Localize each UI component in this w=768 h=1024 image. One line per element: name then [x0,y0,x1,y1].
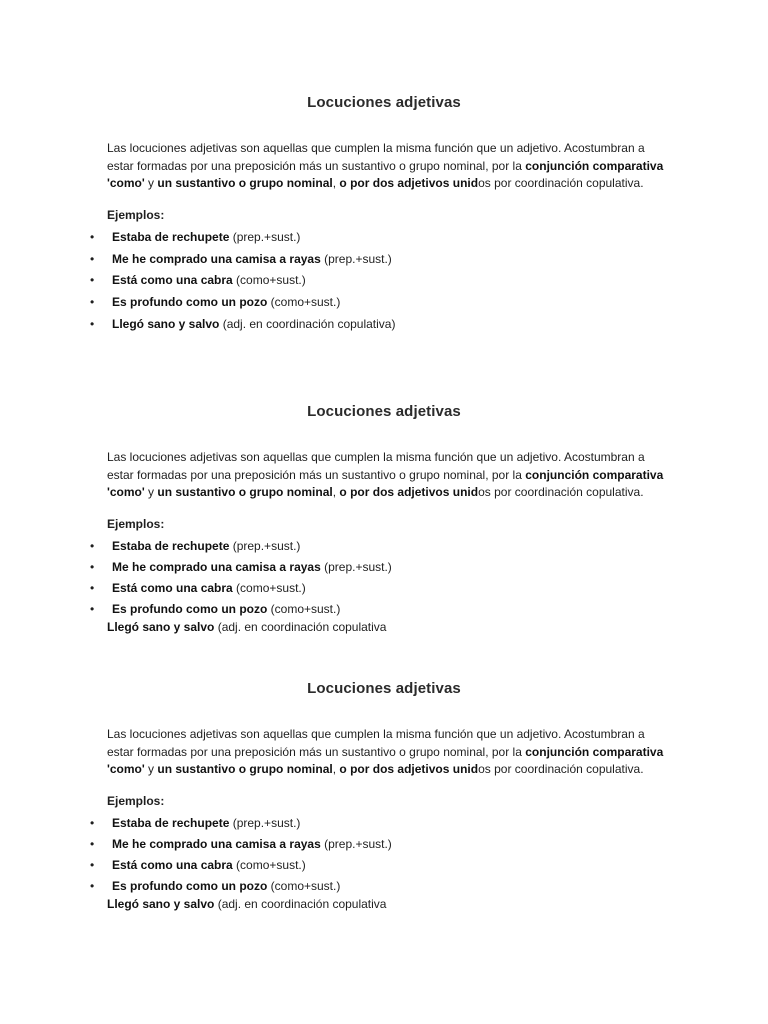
example-phrase: Está como una cabra [112,581,233,595]
example-phrase: Me he comprado una camisa a rayas [112,560,321,574]
intro-text: os por coordinación copulativa. [478,762,644,776]
example-note: (como+sust.) [267,602,341,616]
example-phrase: Es profundo como un pozo [112,602,268,616]
bullet-icon: • [90,560,95,574]
examples-label: Ejemplos: [107,208,165,222]
example-phrase: Es profundo como un pozo [112,295,268,309]
example-text [112,814,300,832]
example-note: (como+sust.) [232,858,306,872]
intro-text: Las locuciones adjetivas son aquellas que cumplen la misma función que un adjetivo. Acostumbran a estar formadas por una preposición más un sustantivo o grupo nominal, por la [107,450,645,482]
example-phrase: Llegó sano y salvo [107,897,215,911]
example-note: (prep.+sust.) [320,837,392,851]
intro-bold-text: un sustantivo o grupo nominal [157,485,333,499]
intro-text: , [332,485,340,499]
example-phrase: Está como una cabra [112,273,233,287]
list-item [0,856,768,874]
example-note: (prep.+sust.) [229,539,301,553]
intro-bold-text: un sustantivo o grupo nominal [157,176,333,190]
example-text [112,600,340,618]
intro-bold-text: o por dos adjetivos unid [339,176,479,190]
example-phrase: Me he comprado una camisa a rayas [112,837,321,851]
example-text [107,895,386,913]
example-text [112,537,300,555]
intro-text: y [144,176,158,190]
bullet-icon: • [90,837,95,851]
section-title: Locuciones adjetivas [307,94,461,111]
example-phrase: Estaba de rechupete [112,539,230,553]
list-item [0,618,768,636]
intro-bold-text: o por dos adjetivos unid [339,762,479,776]
section-title: Locuciones adjetivas [307,403,461,420]
list-item [0,558,768,576]
list-item [0,228,768,246]
example-phrase: Me he comprado una camisa a rayas [112,252,321,266]
examples-label: Ejemplos: [107,794,165,808]
example-text [112,271,306,289]
intro-bold-text: conjunción comparativa 'como' [107,158,664,190]
example-text [112,856,306,874]
list-item [0,814,768,832]
bullet-icon: • [90,252,95,266]
bullet-icon: • [90,602,95,616]
intro-text: os por coordinación copulativa. [478,176,644,190]
intro-paragraph [107,140,667,193]
examples-label: Ejemplos: [107,517,165,531]
list-item [0,895,768,913]
list-item [0,835,768,853]
list-item [0,315,768,333]
example-phrase: Llegó sano y salvo [107,620,215,634]
list-item [0,537,768,555]
example-note: (prep.+sust.) [229,230,301,244]
example-text [112,228,300,246]
example-text [112,250,392,268]
example-phrase: Estaba de rechupete [112,816,230,830]
bullet-icon: • [90,879,95,893]
example-note: (adj. en coordinación copulativa [214,620,387,634]
example-note: (prep.+sust.) [320,252,392,266]
intro-text: Las locuciones adjetivas son aquellas que cumplen la misma función que un adjetivo. Acostumbran a estar formadas por una preposición más un sustantivo o grupo nominal, por la [107,141,645,173]
section-title: Locuciones adjetivas [307,680,461,697]
example-text [112,293,340,311]
example-text [112,579,306,597]
bullet-icon: • [90,230,95,244]
example-phrase: Llegó sano y salvo [112,317,220,331]
example-note: (prep.+sust.) [229,816,301,830]
bullet-icon: • [90,273,95,287]
intro-text: os por coordinación copulativa. [478,485,644,499]
intro-text: y [144,762,158,776]
list-item [0,579,768,597]
list-item [0,271,768,289]
intro-bold-text: o por dos adjetivos unid [339,485,479,499]
intro-bold-text: un sustantivo o grupo nominal [157,762,333,776]
intro-text: , [332,176,340,190]
example-note: (como+sust.) [267,295,341,309]
intro-bold-text: conjunción comparativa 'como' [107,744,664,776]
intro-bold-text: conjunción comparativa 'como' [107,467,664,499]
bullet-icon: • [90,816,95,830]
example-text [112,558,392,576]
example-phrase: Estaba de rechupete [112,230,230,244]
intro-paragraph [107,449,667,502]
example-note: (como+sust.) [232,273,306,287]
intro-text: Las locuciones adjetivas son aquellas que cumplen la misma función que un adjetivo. Acostumbran a estar formadas por una preposición más un sustantivo o grupo nominal, por la [107,727,645,759]
example-text [112,315,395,333]
example-text [112,835,392,853]
list-item [0,293,768,311]
example-note: (adj. en coordinación copulativa [214,897,387,911]
example-phrase: Es profundo como un pozo [112,879,268,893]
intro-text: , [332,762,340,776]
example-text [107,618,386,636]
bullet-icon: • [90,858,95,872]
example-phrase: Está como una cabra [112,858,233,872]
list-item [0,877,768,895]
example-text [112,877,340,895]
example-note: (prep.+sust.) [320,560,392,574]
bullet-icon: • [90,539,95,553]
bullet-icon: • [90,295,95,309]
intro-text: y [144,485,158,499]
bullet-icon: • [90,317,95,331]
bullet-icon: • [90,581,95,595]
list-item [0,600,768,618]
example-note: (como+sust.) [267,879,341,893]
list-item [0,250,768,268]
example-note: (adj. en coordinación copulativa) [219,317,396,331]
intro-paragraph [107,726,667,779]
example-note: (como+sust.) [232,581,306,595]
